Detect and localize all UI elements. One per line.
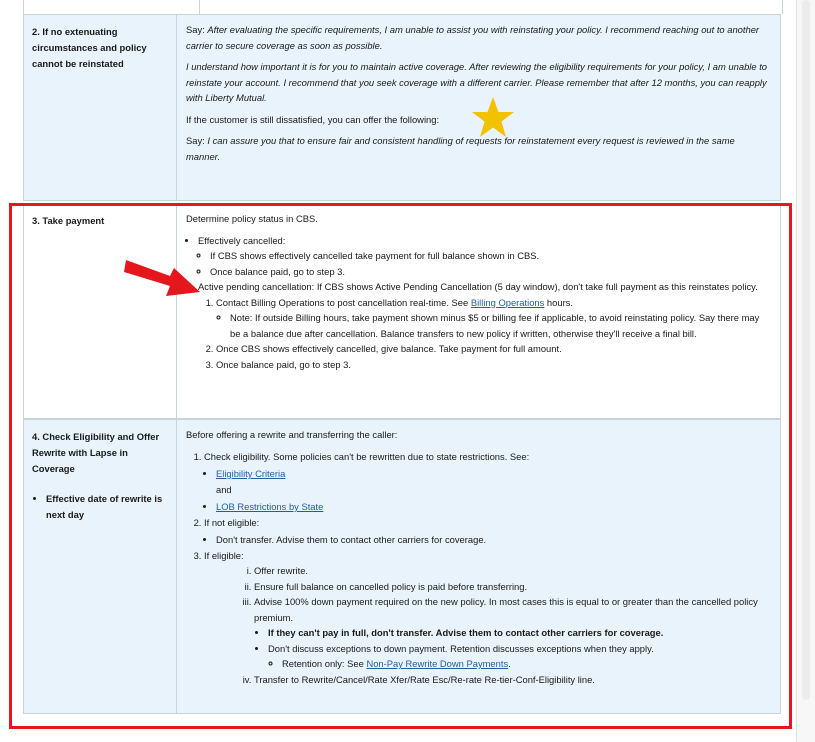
list-item: • Don't transfer. Advise them to contact other carriers for coverage. bbox=[216, 532, 771, 548]
list-item: 3. Once balance paid, go to step 3. bbox=[216, 357, 771, 373]
step-label-2: 2. If no extenuating circumstances and policy cannot be reinstated bbox=[24, 15, 177, 200]
and-text: and bbox=[216, 483, 232, 495]
step-label-3: 3. Take payment bbox=[24, 204, 177, 418]
list-item: i. Offer rewrite. bbox=[254, 563, 771, 579]
table-row-2 bbox=[23, 14, 781, 201]
say-paragraph-1: Say: After evaluating the specific requirements, I am unable to assist you with reinstating your policy. I recommend reaching out to another carrier to secure coverage as soon as possible. bbox=[186, 24, 760, 51]
list-item: ii. Ensure full balance on cancelled policy is paid before transferring. bbox=[254, 579, 771, 595]
billing-operations-link[interactable]: Billing Operations bbox=[470, 296, 545, 308]
list-item: 3. If eligible: i. Offer rewrite. ii. Ensure full balance on cancelled policy is paid before transferring. iii. Advise 100% down payment required on the new policy. In most cases this is equal to or greater than the cancelled policy premium. • If they can't pay in full, don't transfer. Advise them to contact other carriers for coverage. • Don't discuss exceptions to down payment. Retention discusses exceptions when they apply. ◦ Retention only: See Non-Pay Rewrite Down Payments. iv. Transfer to Rewrite/Cancel/Rate Xfer/Rate Esc/Re-rate Re-tier-Conf-Eligibility line. bbox=[204, 548, 771, 688]
scrollbar-thumb[interactable] bbox=[802, 0, 810, 700]
list-item: ◦ Once balance paid, go to step 3. bbox=[210, 264, 771, 280]
rewrite-intro: Before offering a rewrite and transferring the caller: bbox=[186, 429, 398, 440]
list-item: ◦ Retention only: See Non-Pay Rewrite Down Payments. bbox=[282, 656, 771, 672]
list-item: 2. If not eligible: • Don't transfer. Advise them to contact other carriers for coverage. bbox=[204, 515, 771, 548]
lob-restrictions-link[interactable]: LOB Restrictions by State bbox=[216, 501, 324, 512]
note-item: ◦ Note: If outside Billing hours, take payment shown minus $5 or billing fee if applicable, to avoid reinstating policy. Say there may be a balance due after cancellation. Balance transfers to new policy if written, otherwise they'll receive a final bill. bbox=[230, 310, 771, 341]
say-paragraph-2: Say: I can assure you that to ensure fair and consistent handling of requests for reinstatement every request is reviewed in the same manner. bbox=[186, 135, 735, 162]
script-paragraph-2: I understand how important it is for you to maintain active coverage. After reviewing the eligibility requirements for your policy, I am unable to reinstate your account. I recommend that you seek coverage with a different carrier. Please remember that after 12 months, you can reapply with Liberty Mutual. bbox=[186, 61, 768, 103]
list-item: iv. Transfer to Rewrite/Cancel/Rate Xfer/Rate Esc/Re-rate Re-tier-Conf-Eligibility line. bbox=[254, 672, 771, 688]
table-row-previous bbox=[23, 0, 783, 14]
list-item: • Don't discuss exceptions to down payment. Retention discusses exceptions when they apply. ◦ Retention only: See Non-Pay Rewrite Down Payments. bbox=[268, 641, 771, 672]
status-intro: Determine policy status in CBS. bbox=[186, 213, 318, 224]
eligibility-criteria-link[interactable]: Eligibility Criteria bbox=[216, 468, 286, 479]
list-item: iii. Advise 100% down payment required on the new policy. In most cases this is equal to or greater than the cancelled policy premium. • If they can't pay in full, don't transfer. Advise them to contact other carriers for coverage. • Don't discuss exceptions to down payment. Retention discusses exceptions when they apply. ◦ Retention only: See Non-Pay Rewrite Down Payments. bbox=[254, 594, 771, 672]
star-icon bbox=[470, 96, 516, 140]
active-pending-text: Active pending cancellation: If CBS shows Active Pending Cancellation (5 day window), don't take full payment as this reinstates policy. bbox=[198, 281, 758, 292]
list-item: • If they can't pay in full, don't transfer. Advise them to contact other carriers for coverage. bbox=[268, 625, 771, 641]
list-item: ◦ If CBS shows effectively cancelled take payment for full balance shown in CBS. bbox=[210, 248, 771, 264]
step-label-4: 4. Check Eligibility and Offer Rewrite with Lapse in Coverage • Effective date of rewrite is next day bbox=[24, 420, 177, 713]
list-item: • Effectively cancelled: ◦ If CBS shows effectively cancelled take payment for full balance shown in CBS. ◦ Once balance paid, go to step 3. bbox=[198, 233, 771, 280]
red-arrow-icon bbox=[124, 246, 204, 298]
label-bullet: • Effective date of rewrite is next day bbox=[46, 491, 168, 523]
list-item: 1. Contact Billing Operations to post cancellation real-time. See Billing Operations hours. ◦ Note: If outside Billing hours, take payment shown minus $5 or billing fee if applicable, to avoid reinstating policy. Say there may be a balance due after cancellation. Balance transfers to new policy if written, otherwise they'll receive a final bill. bbox=[216, 295, 771, 342]
dissatisfied-paragraph: If the customer is still dissatisfied, you can offer the following: bbox=[186, 113, 440, 125]
list-item: 1. Check eligibility. Some policies can't be rewritten due to state restrictions. See: • Eligibility Criteria and • LOB Restrictions by State bbox=[204, 449, 771, 515]
non-pay-rewrite-link[interactable]: Non-Pay Rewrite Down Payments bbox=[366, 658, 509, 669]
list-item: 2. Once CBS shows effectively cancelled, give balance. Take payment for full amount. bbox=[216, 341, 771, 357]
